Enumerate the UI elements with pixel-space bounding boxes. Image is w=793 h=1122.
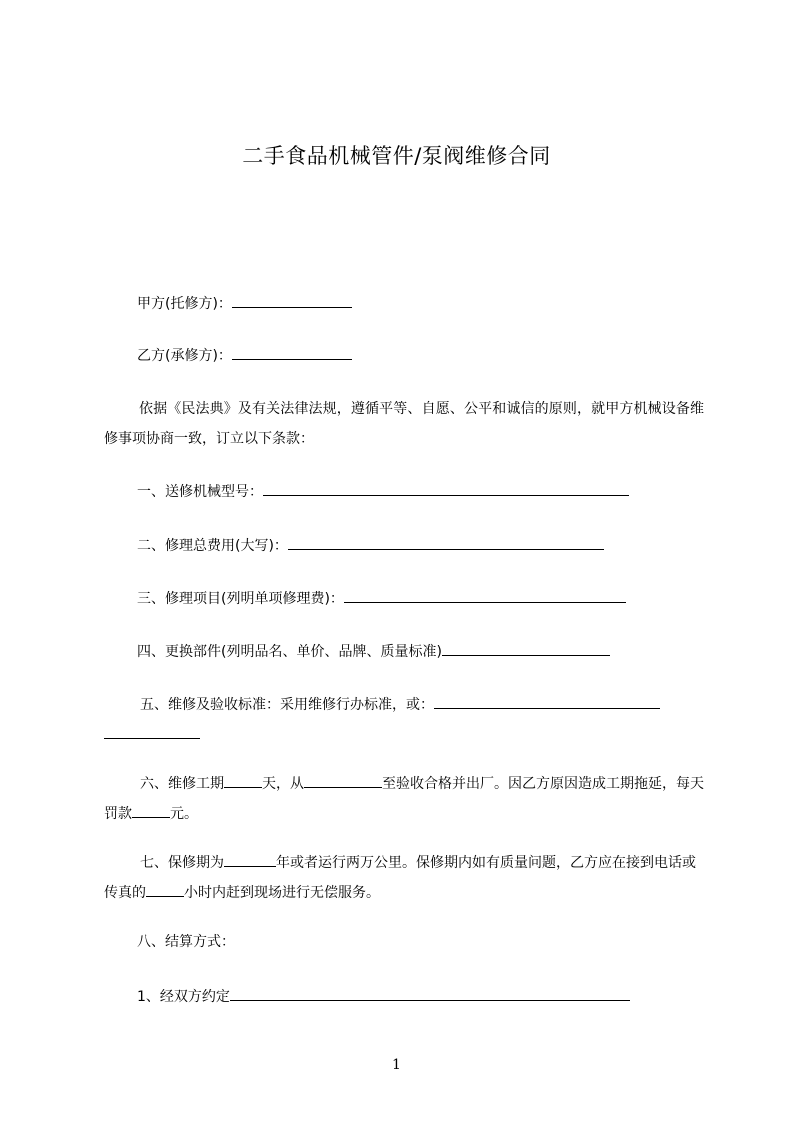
clause-5-continuation	[104, 723, 704, 745]
clause-5-line	[140, 693, 740, 715]
clause-7-hours-blank[interactable]	[146, 881, 184, 897]
clause-4-line	[137, 640, 737, 662]
clause-5-blank-cont[interactable]	[104, 723, 200, 739]
party-a-line	[137, 292, 737, 314]
clause-5-blank[interactable]	[434, 693, 660, 709]
party-a-blank[interactable]	[232, 292, 352, 308]
clause-4-blank[interactable]	[442, 640, 610, 656]
clause-2-line	[137, 534, 737, 556]
clause-3-line	[137, 587, 737, 609]
clause-1-line	[137, 480, 737, 502]
party-b-label: 乙方(承修方)：	[137, 348, 232, 364]
clause-7-paragraph	[104, 848, 704, 908]
clause-8-item-1-blank[interactable]	[230, 985, 630, 1001]
clause-4-label: 四、更换部件(列明品名、单价、品牌、质量标准)	[137, 644, 442, 660]
clause-2-label: 二、修理总费用(大写)：	[137, 538, 288, 554]
clause-8-item-1-line	[137, 985, 737, 1007]
clause-8-line	[137, 932, 737, 952]
party-b-blank[interactable]	[232, 344, 352, 360]
page-number: 1	[392, 1057, 401, 1073]
clause-6-text-2: 天，从	[262, 776, 304, 792]
clause-7-text-2: 年或者运行两万公里。保修期内如有质量问题，乙方应在接到电话或传真的	[104, 855, 696, 901]
clause-6-text-1: 六、维修工期	[140, 776, 224, 792]
clause-6-days-blank[interactable]	[224, 772, 262, 788]
party-a-label: 甲方(托修方)：	[137, 296, 232, 312]
document-title: 二手食品机械管件/泵阀维修合同	[242, 144, 551, 168]
clause-7-years-blank[interactable]	[224, 851, 276, 867]
preamble-paragraph: 依据《民法典》及有关法律法规，遵循平等、自愿、公平和诚信的原则，就甲方机械设备维修事项协商一致，订立以下条款：	[104, 401, 704, 447]
clause-7-text-3: 小时内赶到现场进行无偿服务。	[184, 885, 380, 901]
clause-6-text-3: 至验收合格并出厂。因乙方原因造成工期拖延，每天罚款	[104, 776, 704, 822]
clause-2-blank[interactable]	[288, 534, 604, 550]
clause-7-text-1: 七、保修期为	[140, 855, 224, 871]
clause-1-label: 一、送修机械型号：	[137, 484, 263, 500]
clause-3-label: 三、修理项目(列明单项修理费)：	[137, 591, 344, 607]
clause-8-item-1-label: 1、经双方约定	[137, 989, 230, 1005]
clause-3-blank[interactable]	[344, 587, 626, 603]
clause-6-start-blank[interactable]	[304, 772, 382, 788]
clause-5-label: 五、维修及验收标准：采用维修行办标准，或：	[140, 697, 434, 713]
clause-1-blank[interactable]	[263, 480, 629, 496]
clause-6-paragraph	[104, 769, 704, 829]
clause-6-penalty-blank[interactable]	[132, 802, 170, 818]
clause-8-label: 八、结算方式：	[137, 934, 235, 950]
clause-6-text-4: 元。	[170, 806, 198, 822]
party-b-line	[137, 344, 737, 366]
